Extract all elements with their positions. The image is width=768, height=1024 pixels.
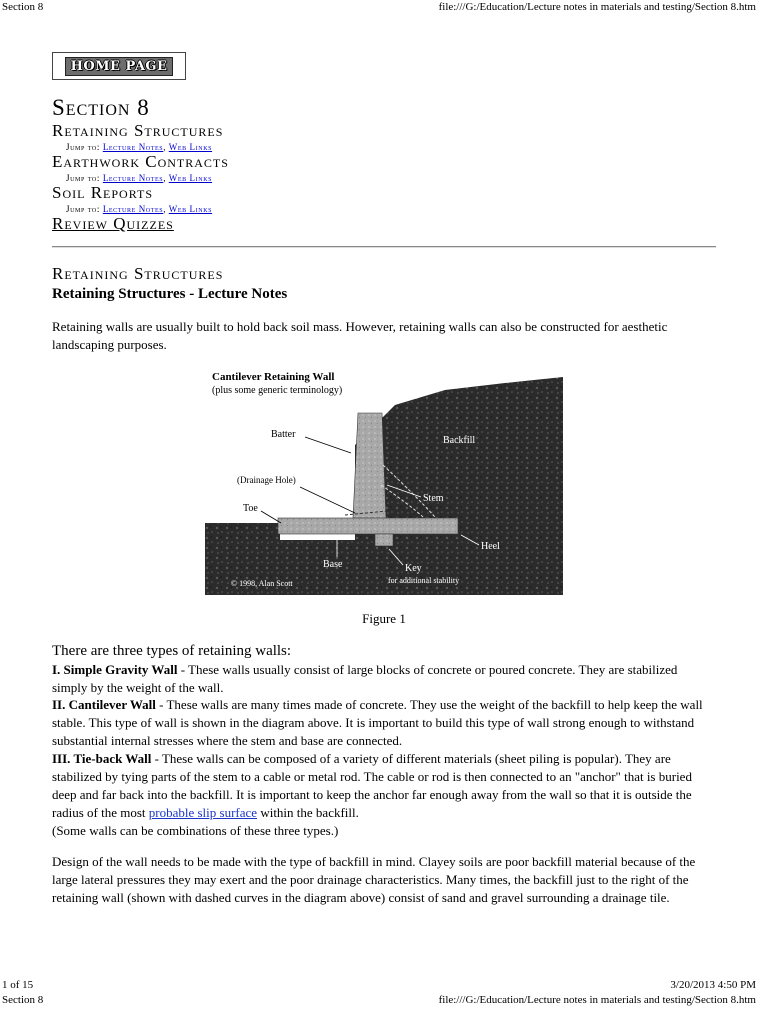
type-2-text: - These walls are many times made of concrete. They use the weight of the backfill to help keep the wall stable. This type of wall is shown in the diagram above. It is important to build this type of wall strong enough to withstand substantial internal stresses where the stem and base are connected.: [52, 697, 703, 748]
section-title: Section 8: [52, 95, 150, 120]
nav-heading-retaining-structures[interactable]: Retaining Structures: [52, 121, 224, 140]
label-backfill: Backfill: [443, 435, 476, 446]
print-footer-title: Section 8: [2, 994, 44, 1006]
intro-paragraph: Retaining walls are usually built to hold back soil mass. However, retaining walls can also be constructed for aesthetic landscaping purposes.: [52, 319, 668, 352]
jump-row-earthwork: [66, 173, 212, 183]
link-separator: ,: [163, 173, 167, 183]
figure-subtitle: (plus some generic terminology): [212, 385, 343, 396]
lecture-notes-link[interactable]: Lecture Notes: [102, 173, 164, 183]
figure-caption: Figure 1: [362, 611, 406, 626]
figure-copyright: © 1998, Alan Scott: [231, 579, 293, 588]
label-drainage-hole: (Drainage Hole): [237, 475, 296, 485]
jump-row-retaining: [66, 142, 212, 152]
backfill-soil: [355, 377, 563, 595]
design-paragraph: Design of the wall needs to be made with the type of backfill in mind. Clayey soils are poor backfill material because of the large lateral pressures they may exert and the poor drainage characteristics. Many times, the backfill just to the right of the retaining wall (shown with dashed curves in the diagram above) consist of sand and gravel surrounding a drainage tile.: [52, 854, 696, 905]
label-batter: Batter: [271, 429, 296, 440]
web-links-link[interactable]: Web Links: [168, 173, 213, 183]
content-subheading: Retaining Structures - Lecture Notes: [52, 286, 288, 302]
slip-surface-link[interactable]: probable slip surface: [148, 805, 258, 820]
type-3-paragraph: [52, 750, 716, 822]
label-toe: Toe: [243, 503, 258, 514]
label-heel: Heel: [481, 541, 500, 552]
type-3-label: III. Tie-back Wall: [52, 751, 152, 766]
link-separator: ,: [163, 142, 167, 152]
jump-label: Jump to:: [66, 173, 100, 183]
print-header-url: file:///G:/Education/Lecture notes in materials and testing/Section 8.htm: [438, 1, 756, 13]
print-footer-datetime: 3/20/2013 4:50 PM: [670, 979, 756, 991]
type-1-text: - These walls usually consist of large blocks of concrete or poured concrete. They are stabilized simply by the weight of the wall.: [52, 662, 678, 695]
content-heading: Retaining Structures: [52, 264, 224, 283]
nav-heading-review-quizzes[interactable]: Review Quizzes: [52, 214, 174, 233]
print-footer-url: file:///G:/Education/Lecture notes in materials and testing/Section 8.htm: [438, 994, 756, 1006]
type-1-paragraph: [52, 661, 716, 697]
type-3-after: within the backfill.: [257, 805, 359, 820]
figure-title: Cantilever Retaining Wall: [212, 371, 335, 383]
type-3-text: - These walls can be composed of a variety of different materials (sheet piling is popular). They are stabilized by tying parts of the stem to a cable or metal rod. The cable or rod is then connected to an "anchor" that is buried deep and far back into the backfill. It is important to keep the anchor far enough away from the wall so that it is outside the radius of the most: [52, 751, 692, 820]
combination-note: (Some walls can be combinations of these three types.): [52, 823, 339, 838]
home-page-button[interactable]: [52, 52, 186, 80]
jump-row-soil: [66, 204, 212, 214]
label-key: Key: [405, 563, 422, 574]
label-stem: Stem: [423, 493, 444, 504]
wall-key: [375, 534, 393, 546]
jump-label: Jump to:: [66, 142, 100, 152]
types-intro: There are three types of retaining walls:: [52, 643, 292, 659]
print-header-title: Section 8: [2, 1, 44, 13]
type-2-label: II. Cantilever Wall: [52, 697, 156, 712]
lecture-notes-link[interactable]: Lecture Notes: [102, 204, 164, 214]
jump-label: Jump to:: [66, 204, 100, 214]
web-links-link[interactable]: Web Links: [168, 204, 213, 214]
horizontal-divider: [52, 246, 716, 248]
print-footer-pages: 1 of 15: [2, 979, 34, 991]
label-base: Base: [323, 559, 343, 570]
home-page-label: HOME PAGE: [65, 57, 174, 76]
link-separator: ,: [163, 204, 167, 214]
type-2-paragraph: [52, 696, 716, 750]
wall-stem: [353, 413, 386, 518]
nav-heading-earthwork-contracts[interactable]: Earthwork Contracts: [52, 152, 229, 171]
retaining-wall-diagram: [205, 365, 563, 595]
type-1-label: I. Simple Gravity Wall: [52, 662, 178, 677]
nav-heading-soil-reports[interactable]: Soil Reports: [52, 183, 153, 202]
label-key-note: for additional stability: [388, 576, 460, 585]
lecture-notes-link[interactable]: Lecture Notes: [102, 142, 164, 152]
wall-base: [278, 518, 458, 534]
web-links-link[interactable]: Web Links: [168, 142, 213, 152]
